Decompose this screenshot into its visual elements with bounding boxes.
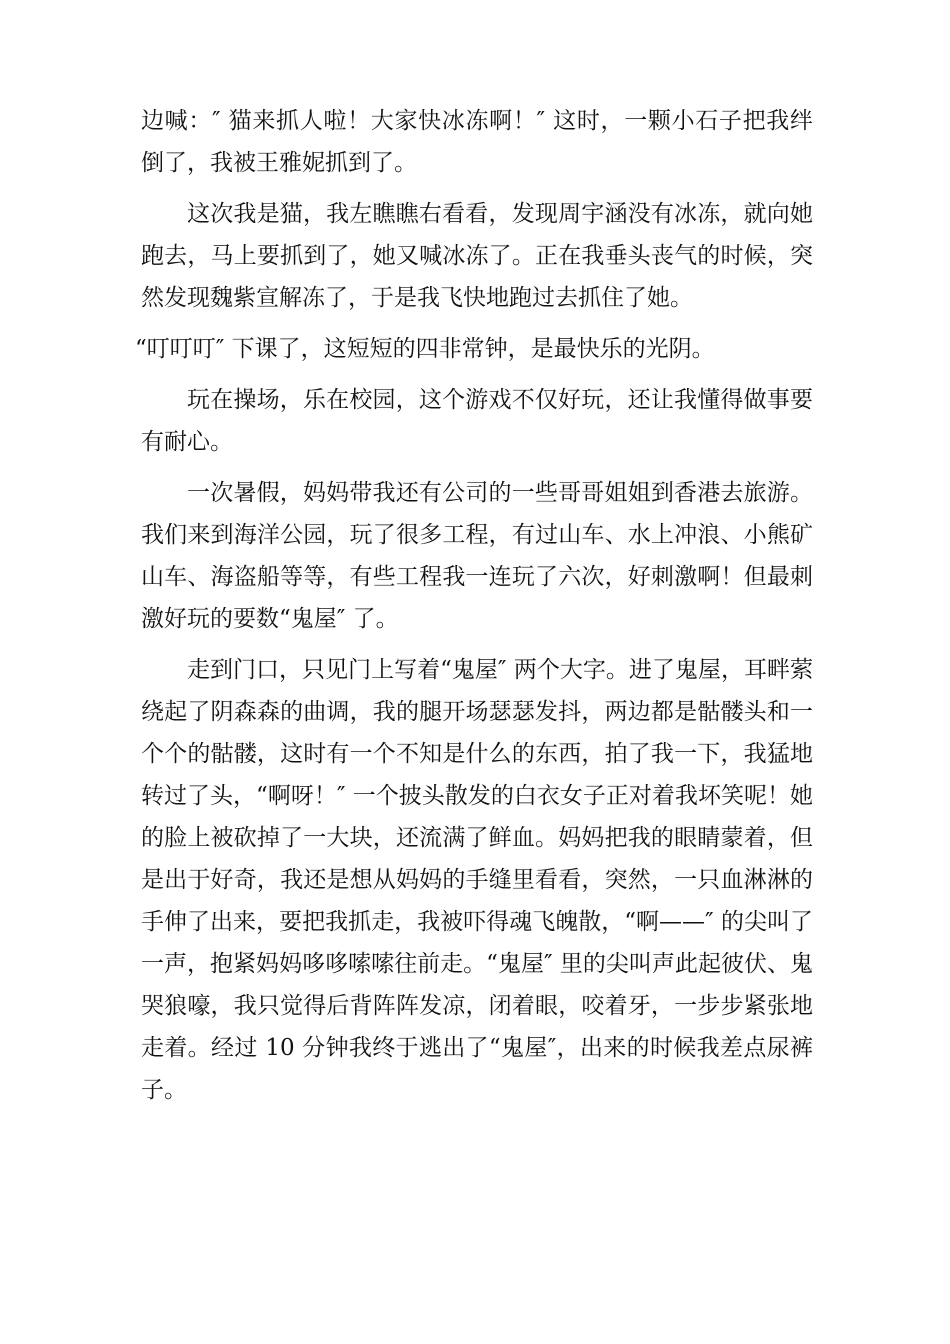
paragraph: 一次暑假，妈妈带我还有公司的一些哥哥姐姐到香港去旅游。我们来到海洋公园，玩了很多工程，有过山车、水上冲浪、小熊矿山车、海盗船等等，有些工程我一连玩了六次，好刺激啊！但最刺激好玩的要数“鬼屋″ 了。 bbox=[141, 480, 813, 632]
paragraph: 这次我是猫，我左瞧瞧右看看，发现周宇涵没有冰冻，就向她跑去，马上要抓到了，她又喊冰冻了。正在我垂头丧气的时候，突然发现魏紫宣解冻了，于是我飞快地跑过去抓住了她。 bbox=[141, 201, 813, 311]
paragraph-continuation: 边喊：″ 猫来抓人啦！大家快冰冻啊！″ 这时，一颗小石子把我绊倒了，我被王雅妮抓到了。 bbox=[141, 108, 813, 176]
paragraph: 走到门口，只见门上写着“鬼屋″ 两个大字。进了鬼屋，耳畔萦绕起了阴森森的曲调，我的腿开场瑟瑟发抖，两边都是骷髅头和一个个的骷髅，这时有一个不知是什么的东西，拍了我一下，我猛地转过了头，“啊呀！″ 一个披头散发的白衣女子正对着我坏笑呢！她的脸上被砍掉了一大块，还流满了鲜血。妈妈把我的眼睛蒙着，但是出于好奇，我还是想从妈妈的手缝里看看，突然，一只血淋淋的手伸了出来，要把我抓走，我被吓得魂飞魄散，“啊——″ 的尖叫了一声，抱紧妈妈哆哆嗦嗦往前走。“鬼屋″ 里的尖叫声此起彼伏、鬼哭狼嚎，我只觉得后背阵阵发凉，闭着眼，咬着牙，一步步紧张地走着。经过 10 分钟我终于逃出了“鬼屋″，出来的时候我差点尿裤子。 bbox=[141, 657, 813, 1103]
document-body bbox=[135, 100, 813, 1120]
paragraph: 玩在操场，乐在校园，这个游戏不仅好玩，还让我懂得做事要有耐心。 bbox=[141, 387, 813, 455]
paragraph: “叮叮叮″ 下课了，这短短的四非常钟，是最快乐的光阴。 bbox=[135, 336, 715, 362]
